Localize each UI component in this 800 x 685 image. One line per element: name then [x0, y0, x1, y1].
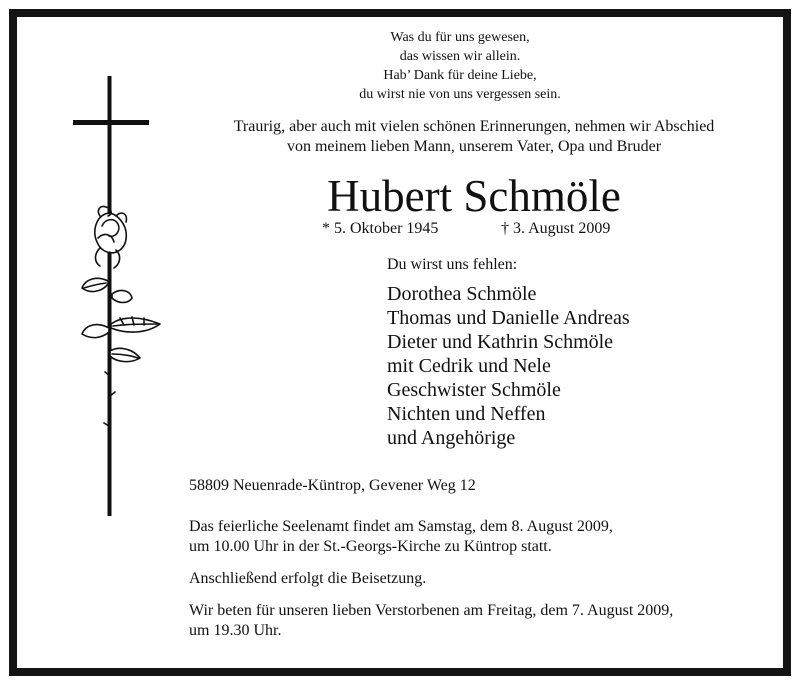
mourner-name: Thomas und Danielle Andreas: [387, 307, 630, 329]
poem-line: das wissen wir allein.: [399, 49, 521, 64]
prayer-line: um 19.30 Uhr.: [189, 622, 282, 639]
cross-icon: [73, 76, 149, 516]
prayer-line: Wir beten für unseren lieben Verstorbenen am Freitag, dem 7. August 2009,: [189, 602, 674, 619]
memorial-poem: [270, 28, 650, 104]
service-line: um 10.00 Uhr in der St.-Georgs-Kirche zu Küntrop statt.: [189, 538, 552, 555]
poem-line: Hab’ Dank für deine Liebe,: [383, 68, 537, 83]
farewell-intro: [150, 117, 798, 157]
rose-icon: [82, 207, 160, 461]
intro-line: Traurig, aber auch mit vielen schönen Erinnerungen, nehmen wir Abschied: [233, 118, 715, 135]
poem-line: Was du für uns gewesen,: [390, 30, 530, 45]
miss-line: Du wirst uns fehlen:: [387, 256, 518, 273]
birth-date: * 5. Oktober 1945: [322, 220, 439, 237]
poem-line: du wirst nie von uns vergessen sein.: [359, 87, 561, 102]
mourner-name: Dieter und Kathrin Schmöle: [387, 331, 614, 353]
mourner-name: Nichten und Neffen: [387, 403, 546, 425]
mourner-name: und Angehörige: [387, 427, 516, 449]
burial-line: Anschließend erfolgt die Beisetzung.: [189, 570, 427, 587]
deceased-name: Hubert Schmöle: [327, 171, 621, 221]
mourners-list: [387, 282, 630, 450]
mourner-name: mit Cedrik und Nele: [387, 355, 551, 377]
burial-notice: [189, 569, 426, 589]
prayer-notice: [189, 601, 673, 641]
mourner-name: Geschwister Schmöle: [387, 379, 561, 401]
service-line: Das feierliche Seelenamt findet am Samstag, dem 8. August 2009,: [189, 518, 613, 535]
death-date: † 3. August 2009: [501, 220, 611, 237]
mourner-name: Dorothea Schmöle: [387, 283, 537, 305]
family-address: 58809 Neuenrade-Küntrop, Gevener Weg 12: [189, 477, 476, 494]
service-notice: [189, 517, 613, 557]
intro-line: von meinem lieben Mann, unserem Vater, Opa und Bruder: [286, 138, 662, 155]
